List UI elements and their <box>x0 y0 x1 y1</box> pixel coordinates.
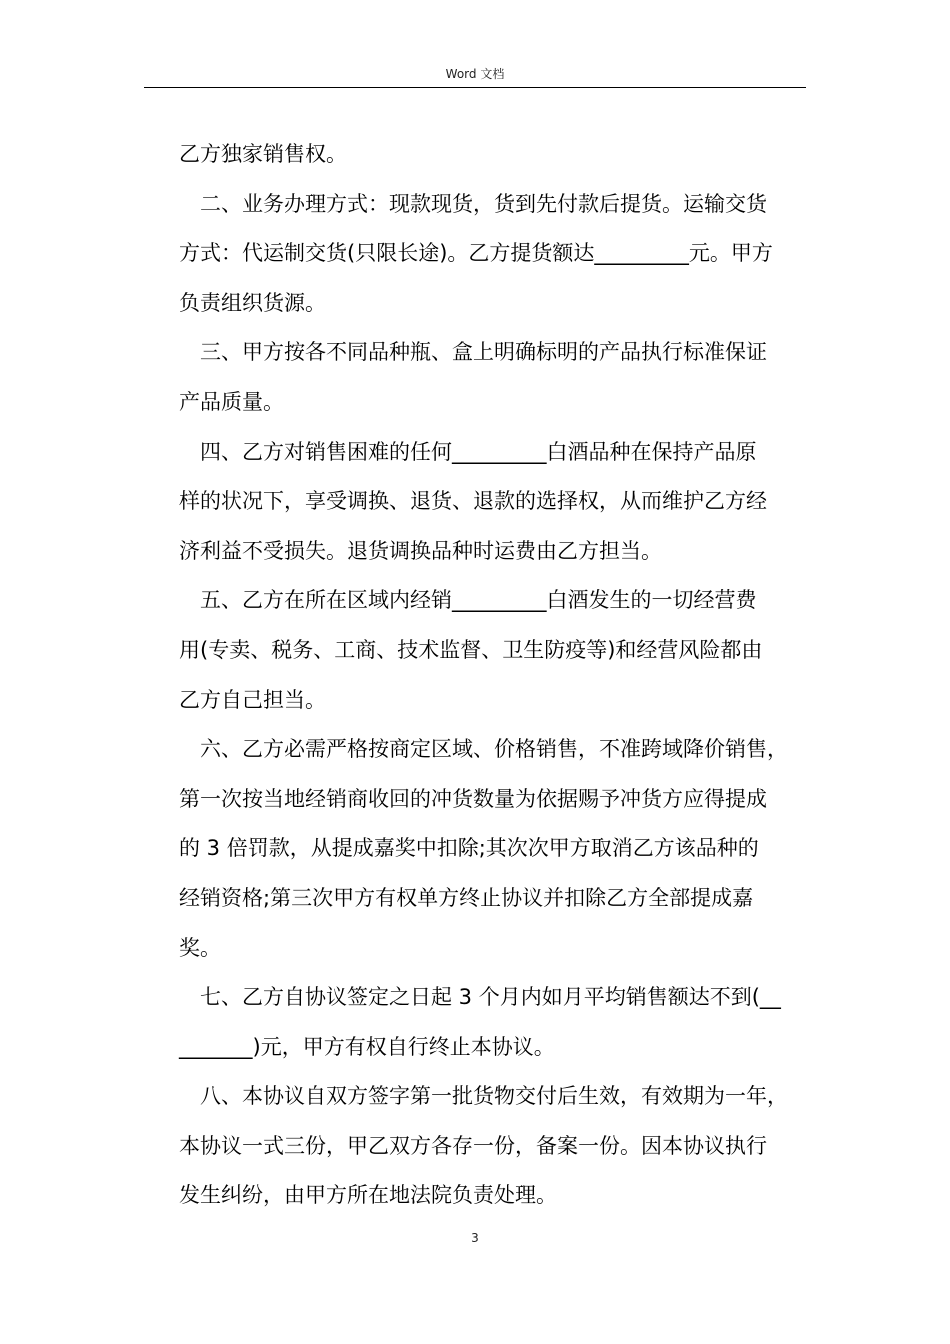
body-line: 第一次按当地经销商收回的冲货数量为依据赐予冲货方应得提成 <box>179 786 767 811</box>
body-line: 乙方独家销售权。 <box>179 142 347 166</box>
body-line: 六、乙方必需严格按商定区域、价格销售，不准跨域降价销售， <box>200 737 788 762</box>
body-line: 八、本协议自双方签字第一批货物交付后生效，有效期为一年， <box>200 1084 788 1109</box>
body-line: 二、业务办理方式：现款现货，货到先付款后提货。运输交货 <box>200 191 767 216</box>
page-header: Word 文档 <box>445 67 505 81</box>
document-body <box>179 130 801 1221</box>
body-line: 用(专卖、税务、工商、技术监督、卫生防疫等)和经营风险都由 <box>179 637 763 662</box>
body-line: 乙方自己担当。 <box>179 687 326 712</box>
body-line: 的 3 倍罚款，从提成嘉奖中扣除;其次次甲方取消乙方该品种的 <box>179 836 759 861</box>
body-line: 三、甲方按各不同品种瓶、盒上明确标明的产品执行标准保证 <box>200 340 767 365</box>
body-line: 经销资格;第三次甲方有权单方终止协议并扣除乙方全部提成嘉 <box>179 885 754 910</box>
body-line: 产品质量。 <box>179 389 284 414</box>
body-line: 方式：代运制交货(只限长途)。乙方提货额达_________元。甲方 <box>179 241 773 266</box>
page-number: 3 <box>471 1231 479 1245</box>
body-line: 发生纠纷，由甲方所在地法院负责处理。 <box>179 1183 557 1208</box>
body-line: 五、乙方在所在区域内经销_________白酒发生的一切经营费 <box>200 588 757 613</box>
body-line: _______)元，甲方有权自行终止本协议。 <box>179 1034 555 1059</box>
body-line: 奖。 <box>179 935 221 960</box>
body-line: 四、乙方对销售困难的任何_________白酒品种在保持产品原 <box>200 439 757 464</box>
body-line: 本协议一式三份，甲乙双方各存一份，备案一份。因本协议执行 <box>179 1133 767 1158</box>
body-line: 七、乙方自协议签定之日起 3 个月内如月平均销售额达不到(__ <box>200 985 781 1010</box>
body-line: 济利益不受损失。退货调换品种时运费由乙方担当。 <box>179 538 662 563</box>
body-line: 负责组织货源。 <box>179 290 326 315</box>
header-divider <box>144 87 806 88</box>
body-line: 样的状况下，享受调换、退货、退款的选择权，从而维护乙方经 <box>179 489 767 514</box>
